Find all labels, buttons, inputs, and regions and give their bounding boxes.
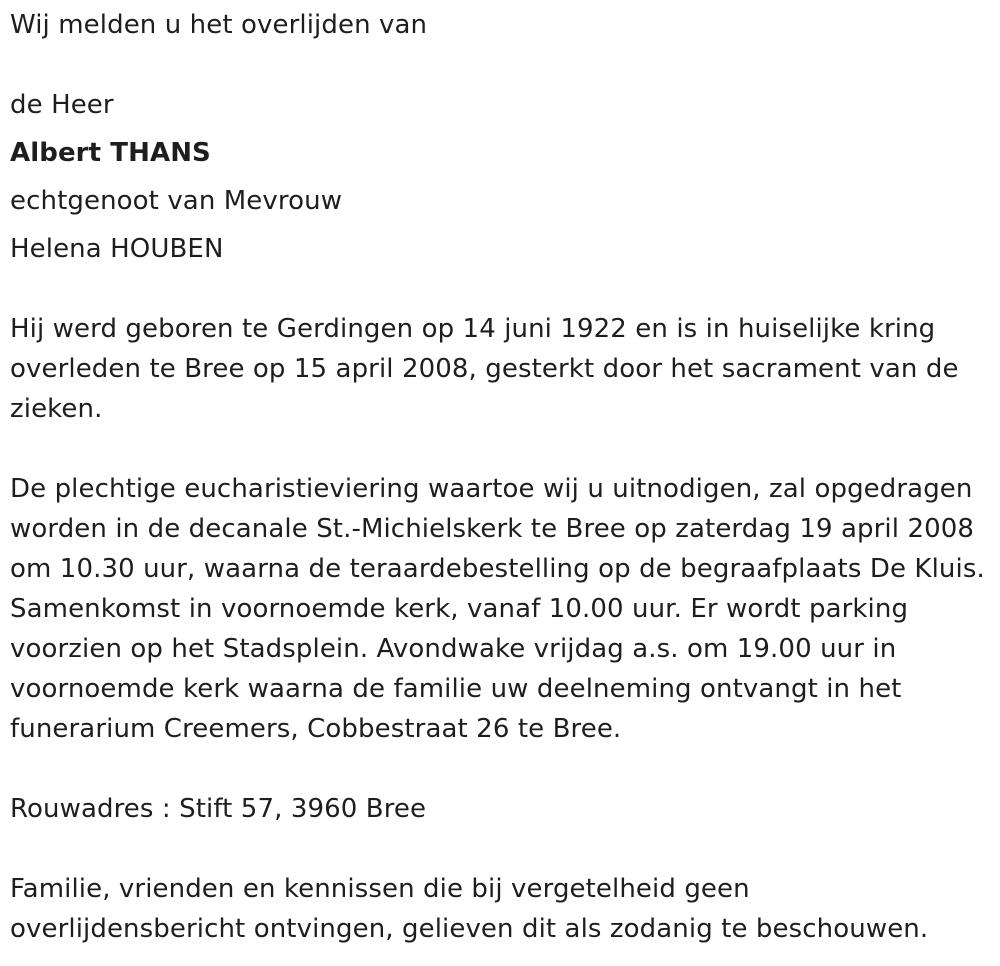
- birth-death-paragraph: Hij werd geboren te Gerdingen op 14 juni 1922 en is in huiselijke kring overleden te Bree op 15 april 2008, gesterkt door het sacrament van de zieken.: [10, 314, 959, 424]
- mourning-address: Rouwadres : Stift 57, 3960 Bree: [10, 794, 427, 824]
- spouse-name: Helena HOUBEN: [10, 234, 224, 264]
- deceased-name: Albert THANS: [10, 138, 211, 168]
- closing-paragraph: Familie, vrienden en kennissen die bij vergetelheid geen overlijdensbericht ontvingen, gelieven dit als zodanig te beschouwen.: [10, 874, 929, 944]
- salutation: de Heer: [10, 90, 114, 120]
- ceremony-paragraph: De plechtige eucharistieviering waartoe wij u uitnodigen, zal opgedragen worden in de decanale St.-Michielskerk te Bree op zaterdag 19 april 2008 om 10.30 uur, waarna de teraardebestelling op de begraafplaats De Kluis. Samenkomst in voornoemde kerk, vanaf 10.00 uur. Er wordt parking voorzien op het Stadsplein. Avondwake vrijdag a.s. om 19.00 uur in voornoemde kerk waarna de familie uw deelneming ontvangt in het funerarium Creemers, Cobbestraat 26 te Bree.: [10, 474, 985, 744]
- spouse-relation: echtgenoot van Mevrouw: [10, 186, 343, 216]
- intro-text: Wij melden u het overlijden van: [10, 10, 428, 40]
